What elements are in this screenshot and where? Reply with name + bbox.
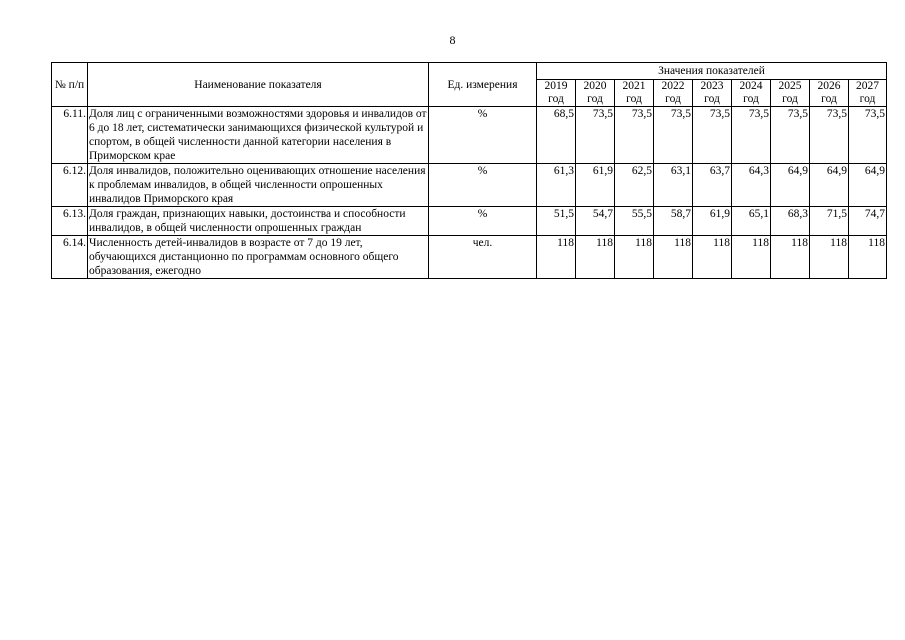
value-2024: 118 xyxy=(732,236,771,279)
unit: % xyxy=(429,164,537,207)
table-row xyxy=(52,107,887,164)
row-number: 6.14. xyxy=(52,236,88,279)
value-2027: 64,9 xyxy=(849,164,887,207)
unit: % xyxy=(429,207,537,236)
year-label: 2026 xyxy=(817,80,841,92)
value-2023: 118 xyxy=(693,236,732,279)
year-suffix: год xyxy=(821,93,837,105)
value-2026: 73,5 xyxy=(810,107,849,164)
year-label: 2027 xyxy=(856,80,879,92)
value-2019: 118 xyxy=(537,236,576,279)
value-2023: 73,5 xyxy=(693,107,732,164)
table-row xyxy=(52,164,887,207)
year-header-2025 xyxy=(771,80,810,107)
year-label: 2025 xyxy=(778,80,802,92)
year-label: 2019 xyxy=(544,80,568,92)
unit: % xyxy=(429,107,537,164)
year-suffix: год xyxy=(704,93,720,105)
year-header-2021 xyxy=(615,80,654,107)
year-suffix: год xyxy=(626,93,642,105)
year-suffix: год xyxy=(859,93,876,105)
value-2021: 55,5 xyxy=(615,207,654,236)
year-label: 2023 xyxy=(700,80,724,92)
table-row xyxy=(52,236,887,279)
value-2026: 64,9 xyxy=(810,164,849,207)
table-row xyxy=(52,207,887,236)
value-2020: 54,7 xyxy=(576,207,615,236)
value-2024: 65,1 xyxy=(732,207,771,236)
year-label: 2020 xyxy=(583,80,607,92)
value-2026: 71,5 xyxy=(810,207,849,236)
header-num: № п/п xyxy=(52,63,88,107)
year-label: 2024 xyxy=(739,80,763,92)
header-unit: Ед. измерения xyxy=(429,63,537,107)
year-header-2020 xyxy=(576,80,615,107)
value-2020: 73,5 xyxy=(576,107,615,164)
value-2021: 62,5 xyxy=(615,164,654,207)
indicator-name: Доля лиц с ограниченными возможностями здоровья и инвалидов от 6 до 18 лет, систематически занимающихся физической культурой и спортом, в общей численности данной категории населения в Приморском крае xyxy=(89,108,427,162)
year-header-2019 xyxy=(537,80,576,107)
value-2023: 63,7 xyxy=(693,164,732,207)
year-suffix: год xyxy=(548,93,564,105)
value-2019: 61,3 xyxy=(537,164,576,207)
value-2025: 118 xyxy=(771,236,810,279)
value-2024: 73,5 xyxy=(732,107,771,164)
year-header-2022 xyxy=(654,80,693,107)
value-2020: 61,9 xyxy=(576,164,615,207)
indicator-name: Численность детей-инвалидов в возрасте от 7 до 19 лет, обучающихся дистанционно по программам основного общего образования, ежегодно xyxy=(88,236,429,279)
indicator-name: Доля граждан, признающих навыки, достоинства и способности инвалидов, в общей численности опрошенных граждан xyxy=(88,207,429,236)
year-header-2026 xyxy=(810,80,849,107)
value-2021: 118 xyxy=(615,236,654,279)
year-header-2024 xyxy=(732,80,771,107)
value-2020: 118 xyxy=(576,236,615,279)
page-number: 8 xyxy=(449,33,456,47)
year-suffix: год xyxy=(782,93,798,105)
year-suffix: год xyxy=(743,93,759,105)
year-suffix: год xyxy=(587,93,603,105)
value-2022: 58,7 xyxy=(654,207,693,236)
value-2023: 61,9 xyxy=(693,207,732,236)
indicators-table xyxy=(51,62,887,279)
value-2025: 64,9 xyxy=(771,164,810,207)
value-2027: 73,5 xyxy=(849,107,887,164)
value-2022: 118 xyxy=(654,236,693,279)
value-2025: 68,3 xyxy=(771,207,810,236)
row-number: 6.13. xyxy=(52,207,88,236)
indicator-name: Доля инвалидов, положительно оценивающих отношение населения к проблемам инвалидов, в общей численности опрошенных инвалидов Приморского края xyxy=(88,164,429,207)
value-2024: 64,3 xyxy=(732,164,771,207)
year-suffix: год xyxy=(665,93,681,105)
value-2027: 118 xyxy=(849,236,887,279)
value-2025: 73,5 xyxy=(771,107,810,164)
year-header-2027 xyxy=(849,80,887,107)
row-number: 6.11. xyxy=(52,107,88,164)
value-2022: 73,5 xyxy=(654,107,693,164)
unit: чел. xyxy=(429,236,537,279)
value-2026: 118 xyxy=(810,236,849,279)
header-values-group: Значения показателей xyxy=(537,63,887,80)
value-2019: 68,5 xyxy=(537,107,576,164)
year-label: 2021 xyxy=(622,80,646,92)
header-name: Наименование показателя xyxy=(88,63,429,107)
year-header-2023 xyxy=(693,80,732,107)
table-body xyxy=(52,107,887,279)
value-2022: 63,1 xyxy=(654,164,693,207)
value-2019: 51,5 xyxy=(537,207,576,236)
row-number: 6.12. xyxy=(52,164,88,207)
value-2027: 74,7 xyxy=(849,207,887,236)
year-label: 2022 xyxy=(661,80,685,92)
value-2021: 73,5 xyxy=(615,107,654,164)
